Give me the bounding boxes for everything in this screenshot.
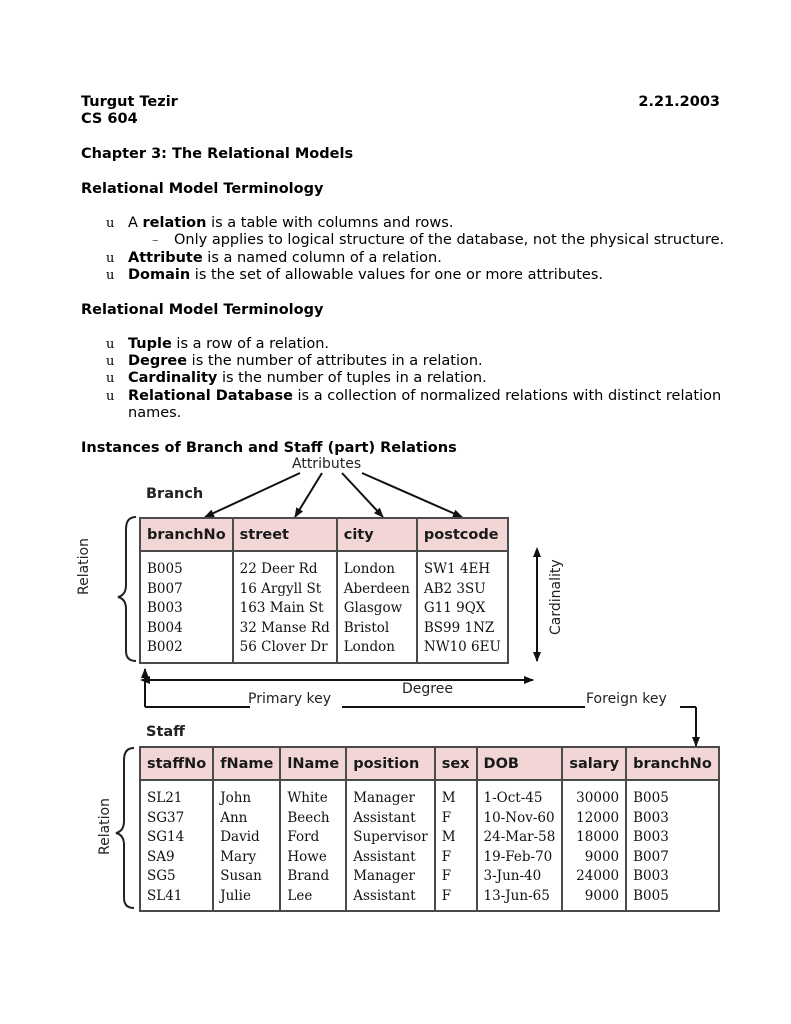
table-cell: B005 bbox=[633, 887, 669, 904]
table-cell: B005 bbox=[140, 551, 233, 580]
table-cell: B004 bbox=[140, 619, 233, 639]
table-cell: Glasgow bbox=[337, 599, 417, 619]
column-header: position bbox=[346, 747, 434, 780]
table-cell: John bbox=[213, 780, 280, 809]
figure-caption: Instances of Branch and Staff (part) Relations bbox=[81, 440, 457, 456]
table-cell: Manager bbox=[346, 780, 434, 809]
list-item: Tuple is a row of a relation. bbox=[128, 336, 330, 352]
table-cell: SG5 bbox=[140, 867, 213, 887]
table-cell: Supervisor bbox=[346, 828, 434, 848]
table-cell: Aberdeen bbox=[337, 580, 417, 600]
document-date: 2.21.2003 bbox=[638, 94, 720, 110]
bullet-marker: u bbox=[106, 251, 115, 266]
bullet-marker: u bbox=[106, 389, 115, 404]
table-cell: B003 bbox=[633, 809, 669, 826]
table-cell: AB2 3SU bbox=[423, 580, 486, 597]
table-cell: SW1 4EH bbox=[423, 561, 491, 577]
list-subitem: Only applies to logical structure of the database, not the physical structure. bbox=[174, 232, 725, 248]
bullet-marker: u bbox=[106, 337, 115, 352]
table-cell: BS99 1NZ bbox=[423, 619, 495, 636]
table-cell: Lee bbox=[280, 887, 346, 912]
table-cell: David bbox=[213, 828, 280, 848]
table-cell: SG14 bbox=[140, 828, 213, 848]
table-cell: Assistant bbox=[346, 887, 434, 912]
table-cell: 30000 bbox=[562, 780, 626, 809]
table-cell: Susan bbox=[213, 867, 280, 887]
table-cell: B003 bbox=[140, 599, 233, 619]
staff-table bbox=[139, 746, 720, 912]
table-cell: 24-Mar-58 bbox=[477, 828, 563, 848]
list-item-continuation: names. bbox=[128, 405, 182, 421]
table-cell: Beech bbox=[280, 809, 346, 829]
table-cell: Julie bbox=[213, 887, 280, 912]
table-row bbox=[140, 619, 508, 639]
column-header: sex bbox=[435, 747, 477, 780]
table-cell: SG37 bbox=[140, 809, 213, 829]
table-cell: 16 Argyll St bbox=[233, 580, 337, 600]
table-row bbox=[140, 828, 719, 848]
column-header: street bbox=[233, 518, 337, 551]
table-cell: B005 bbox=[633, 790, 669, 806]
table-cell: M bbox=[435, 780, 477, 809]
column-header: lName bbox=[280, 747, 346, 780]
table-cell: B003 bbox=[633, 829, 669, 845]
table-cell: SL21 bbox=[140, 780, 213, 809]
table-cell: B002 bbox=[140, 638, 233, 663]
table-cell: White bbox=[280, 780, 346, 809]
cardinality-label: Cardinality bbox=[548, 559, 564, 635]
list-item: Relational Database is a collection of normalized relations with distinct relation bbox=[128, 388, 722, 404]
sub-bullet-marker: – bbox=[152, 233, 159, 248]
table-row bbox=[140, 551, 508, 580]
table-cell: 56 Clover Dr bbox=[233, 638, 337, 663]
course-code: CS 604 bbox=[81, 111, 138, 127]
branch-table bbox=[139, 517, 509, 664]
table-cell: SL41 bbox=[140, 887, 213, 912]
table-cell: B007 bbox=[633, 848, 669, 865]
table-cell: 19-Feb-70 bbox=[477, 848, 563, 868]
column-header: city bbox=[337, 518, 417, 551]
table-cell: 22 Deer Rd bbox=[233, 551, 337, 580]
relations-figure bbox=[0, 455, 791, 925]
table-cell: F bbox=[435, 867, 477, 887]
table-cell: Brand bbox=[280, 867, 346, 887]
column-header: DOB bbox=[477, 747, 563, 780]
table-cell: Bristol bbox=[337, 619, 417, 639]
branch-label: Branch bbox=[146, 486, 204, 502]
attributes-label: Attributes bbox=[292, 456, 362, 472]
table-cell: London bbox=[337, 638, 417, 663]
table-row bbox=[140, 848, 719, 868]
degree-label: Degree bbox=[402, 681, 453, 697]
table-cell: B007 bbox=[140, 580, 233, 600]
table-cell: G11 9QX bbox=[423, 600, 486, 616]
column-header: branchNo bbox=[140, 518, 233, 551]
attribute-arrow bbox=[205, 473, 300, 517]
table-cell: Mary bbox=[213, 848, 280, 868]
table-cell: 18000 bbox=[562, 828, 626, 848]
table-cell: London bbox=[337, 551, 417, 580]
table-cell: SA9 bbox=[140, 848, 213, 868]
column-header: salary bbox=[562, 747, 626, 780]
column-header: fName bbox=[213, 747, 280, 780]
table-cell: 163 Main St bbox=[233, 599, 337, 619]
table-row bbox=[140, 599, 508, 619]
table-cell: Howe bbox=[280, 848, 346, 868]
table-cell: B003 bbox=[633, 868, 669, 884]
list-item: Domain is the set of allowable values for one or more attributes. bbox=[128, 267, 603, 283]
table-cell: 10-Nov-60 bbox=[477, 809, 563, 829]
list-item: Attribute is a named column of a relation. bbox=[128, 250, 442, 266]
table-cell: Assistant bbox=[346, 848, 434, 868]
table-cell: F bbox=[435, 887, 477, 912]
staff-label: Staff bbox=[146, 724, 185, 740]
table-cell: 32 Manse Rd bbox=[233, 619, 337, 639]
primary-key-label: Primary key bbox=[248, 691, 332, 707]
relation-brace bbox=[116, 748, 134, 908]
column-header: branchNo bbox=[626, 747, 719, 780]
table-cell: Manager bbox=[346, 867, 434, 887]
table-cell: 9000 bbox=[562, 887, 626, 912]
section-heading-2: Relational Model Terminology bbox=[81, 302, 324, 318]
list-item: A relation is a table with columns and rows. bbox=[128, 215, 454, 231]
table-cell: F bbox=[435, 848, 477, 868]
bullet-marker: u bbox=[106, 354, 115, 369]
column-header: postcode bbox=[417, 518, 508, 551]
table-cell: 3-Jun-40 bbox=[477, 867, 563, 887]
table-cell: NW10 6EU bbox=[423, 639, 501, 655]
table-cell: 12000 bbox=[562, 809, 626, 829]
section-heading-1: Relational Model Terminology bbox=[81, 181, 324, 197]
table-cell: 13-Jun-65 bbox=[477, 887, 563, 912]
list-item: Degree is the number of attributes in a relation. bbox=[128, 353, 483, 369]
relation-label: Relation bbox=[97, 798, 113, 855]
table-cell: 1-Oct-45 bbox=[477, 780, 563, 809]
table-cell: 24000 bbox=[562, 867, 626, 887]
table-cell: Ford bbox=[280, 828, 346, 848]
relation-label: Relation bbox=[76, 538, 92, 595]
table-cell: F bbox=[435, 809, 477, 829]
table-row bbox=[140, 580, 508, 600]
table-row bbox=[140, 638, 508, 663]
foreign-key-label: Foreign key bbox=[586, 691, 667, 707]
table-row bbox=[140, 887, 719, 912]
table-cell: Assistant bbox=[346, 809, 434, 829]
relation-brace bbox=[118, 517, 136, 661]
table-row bbox=[140, 780, 719, 809]
table-cell: M bbox=[435, 828, 477, 848]
bullet-marker: u bbox=[106, 371, 115, 386]
bullet-marker: u bbox=[106, 268, 115, 283]
list-item: Cardinality is the number of tuples in a relation. bbox=[128, 370, 487, 386]
table-cell: Ann bbox=[213, 809, 280, 829]
table-row bbox=[140, 867, 719, 887]
chapter-title: Chapter 3: The Relational Models bbox=[81, 146, 354, 162]
attribute-arrow bbox=[295, 473, 322, 517]
table-row bbox=[140, 809, 719, 829]
table-cell: 9000 bbox=[562, 848, 626, 868]
author-name: Turgut Tezir bbox=[81, 94, 178, 110]
bullet-marker: u bbox=[106, 216, 115, 231]
column-header: staffNo bbox=[140, 747, 213, 780]
